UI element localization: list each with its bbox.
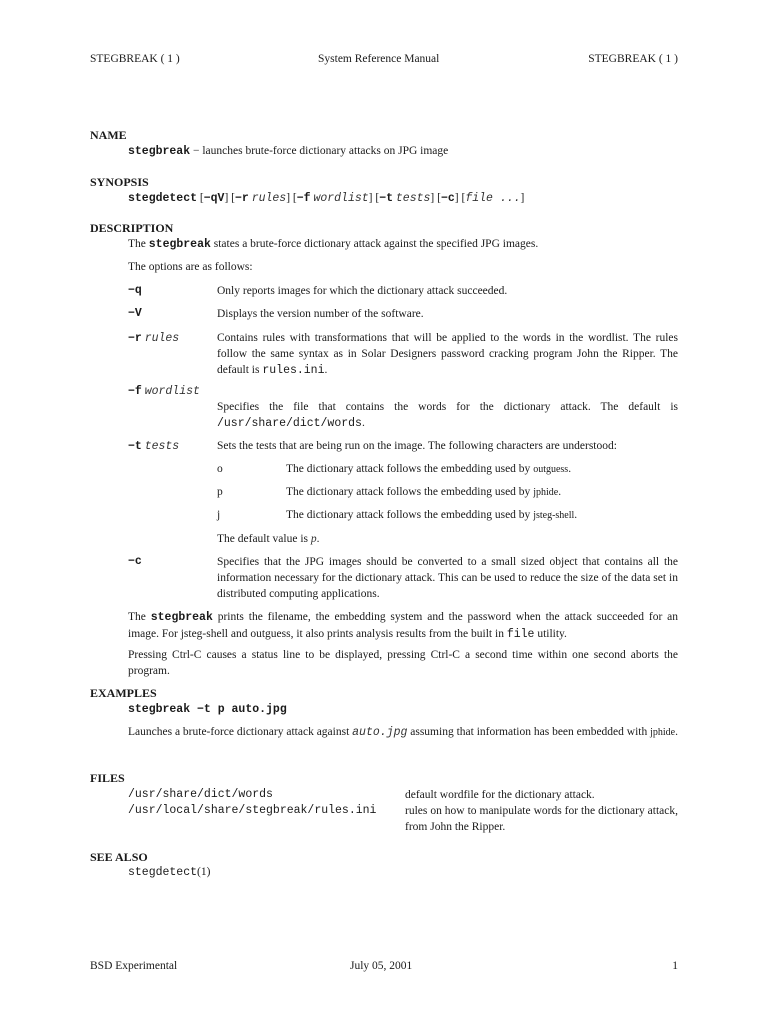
synopsis-flag-t: −t: [379, 192, 394, 205]
example-file: auto.jpg: [352, 726, 408, 739]
synopsis-bracket: ] [: [454, 192, 466, 204]
output-paragraph-command: stegbreak: [150, 611, 213, 624]
see-also-ref-name: stegdetect: [128, 866, 198, 879]
option-r-label: [128, 330, 179, 347]
synopsis-bracket: ] [: [286, 192, 297, 204]
option-r-text-pre: Contains rules with transformations that will be applied to the words in the wordlist. The rules follow the same syntax as in Solar Designers password cracking program John the Ripper. The default is: [217, 332, 678, 376]
synopsis-flag-c: −c: [440, 192, 455, 205]
output-paragraph-pre: The: [128, 611, 151, 623]
footer-left: BSD Experimental: [90, 960, 178, 972]
synopsis-bracket: ] [: [368, 192, 380, 204]
option-f-text-pre: Specifies the file that contains the words for the dictionary attack. The default is: [217, 401, 678, 413]
test-default: [217, 531, 320, 547]
name-line: [128, 143, 448, 160]
name-command: stegbreak: [128, 145, 191, 158]
files-heading: FILES: [90, 771, 125, 785]
description-intro-command: stegbreak: [148, 238, 211, 251]
synopsis-arg-tests: tests: [395, 192, 431, 205]
description-heading: DESCRIPTION: [90, 221, 174, 235]
option-v-text: Displays the version number of the software.: [217, 308, 424, 320]
synopsis-flag-f: −f: [296, 192, 311, 205]
option-f-text: [217, 399, 678, 432]
synopsis-heading: SYNOPSIS: [90, 175, 149, 189]
test-desc-o-text: The dictionary attack follows the embedding used by: [286, 463, 534, 475]
option-c-text: Specifies that the JPG images should be converted to a small sized object that contains all the information necessary for the dictionary attack. This can be used to reduce the size of the data set in distributed computing applications.: [217, 556, 678, 600]
option-f-flag: −f: [128, 385, 142, 398]
test-desc-p-end: .: [558, 486, 562, 498]
synopsis-arg-file: file ...: [465, 192, 521, 205]
example-description-mid: assuming that information has been embedded with: [407, 726, 651, 738]
synopsis-arg-rules: rules: [251, 192, 287, 205]
synopsis-flag-r: −r: [235, 192, 249, 205]
option-t-flag: −t: [128, 440, 142, 453]
description-intro: [128, 236, 538, 253]
option-r-text-post: .: [324, 364, 328, 376]
header-right: STEGBREAK ( 1 ): [588, 53, 678, 65]
test-desc-j-text: The dictionary attack follows the embedding used by: [286, 509, 534, 521]
description-output-paragraph: [128, 609, 678, 643]
option-t-arg: tests: [144, 440, 180, 453]
option-q-flag: −q: [128, 284, 142, 297]
test-desc-o: [286, 461, 571, 478]
option-r-default: rules.ini: [262, 364, 325, 377]
option-r-arg: rules: [144, 332, 180, 345]
example-description-pre: Launches a brute-force dictionary attack against: [128, 726, 353, 738]
see-also-ref-section: (1): [197, 866, 211, 878]
option-r-text: [217, 330, 678, 379]
see-also-reference[interactable]: [128, 864, 210, 881]
option-r-flag: −r: [128, 332, 142, 345]
footer-page-number: 1: [672, 960, 678, 972]
option-t-text: Sets the tests that are being run on the image. The following characters are understood:: [217, 440, 617, 452]
synopsis-command: stegdetect: [128, 192, 198, 205]
example-description-end: .: [675, 726, 678, 738]
test-desc-o-end: .: [568, 463, 572, 475]
description-intro-pre: The: [128, 238, 149, 250]
file-description: rules on how to manipulate words for the dictionary attack, from John the Ripper.: [405, 805, 678, 833]
test-desc-j: [286, 507, 577, 524]
file-path: /usr/share/dict/words: [128, 788, 273, 801]
option-q-text: Only reports images for which the dictionary attack succeeded.: [217, 285, 508, 297]
test-key-p: p: [217, 486, 223, 498]
synopsis-bracket: ] [: [224, 192, 235, 204]
test-default-post: .: [316, 533, 320, 545]
see-also-heading: SEE ALSO: [90, 850, 148, 864]
option-v-flag: −V: [128, 307, 142, 320]
test-tool-outguess: outguess: [533, 464, 569, 475]
example-command: stegbreak −t p auto.jpg: [128, 703, 287, 716]
file-path: /usr/local/share/stegbreak/rules.ini: [128, 804, 377, 817]
test-default-value: p: [310, 533, 317, 545]
option-f-label: [128, 383, 200, 400]
synopsis-line: [128, 190, 524, 207]
synopsis-bracket: ]: [520, 192, 525, 204]
option-t-label: [128, 438, 179, 455]
footer-center: July 05, 2001: [350, 960, 413, 972]
option-f-text-post: .: [361, 417, 365, 429]
test-desc-j-end: .: [574, 509, 578, 521]
option-c-flag: −c: [128, 555, 142, 568]
test-key-j: j: [217, 509, 221, 521]
examples-heading: EXAMPLES: [90, 686, 157, 700]
test-tool-jphide: jphide: [533, 487, 559, 498]
example-description: [128, 724, 678, 741]
synopsis-flag-qv: −qV: [203, 192, 225, 205]
output-paragraph-mid: prints the filename, the embedding system and the password when the attack succeeded for an image. For jsteg-shell and outguess, it also prints analysis results from the built in: [128, 611, 678, 640]
name-heading: NAME: [90, 128, 127, 142]
header-left: STEGBREAK ( 1 ): [90, 53, 180, 65]
output-paragraph-file: file: [506, 628, 535, 641]
test-tool-jsteg-shell: jsteg-shell: [533, 510, 575, 521]
header-center: System Reference Manual: [318, 53, 440, 65]
options-intro: The options are as follows:: [128, 261, 253, 273]
description-intro-post: states a brute-force dictionary attack against the specified JPG images.: [210, 238, 539, 250]
synopsis-bracket: ] [: [430, 192, 441, 204]
option-f-arg: wordlist: [144, 385, 200, 398]
description-ctrlc-paragraph: Pressing Ctrl-C causes a status line to be displayed, pressing Ctrl-C a second time within one second aborts the program.: [128, 649, 678, 677]
test-default-pre: The default value is: [217, 533, 311, 545]
file-description: default wordfile for the dictionary attack.: [405, 789, 595, 801]
synopsis-arg-wordlist: wordlist: [313, 192, 369, 205]
name-description: − launches brute-force dictionary attacks on JPG image: [190, 145, 449, 157]
example-tool: jphide: [650, 727, 676, 738]
output-paragraph-post: utility.: [534, 628, 567, 640]
synopsis-bracket: [: [197, 192, 204, 204]
option-f-default: /usr/share/dict/words: [217, 417, 362, 430]
test-key-o: o: [217, 463, 223, 475]
test-desc-p: [286, 484, 561, 501]
test-desc-p-text: The dictionary attack follows the embedding used by: [286, 486, 534, 498]
